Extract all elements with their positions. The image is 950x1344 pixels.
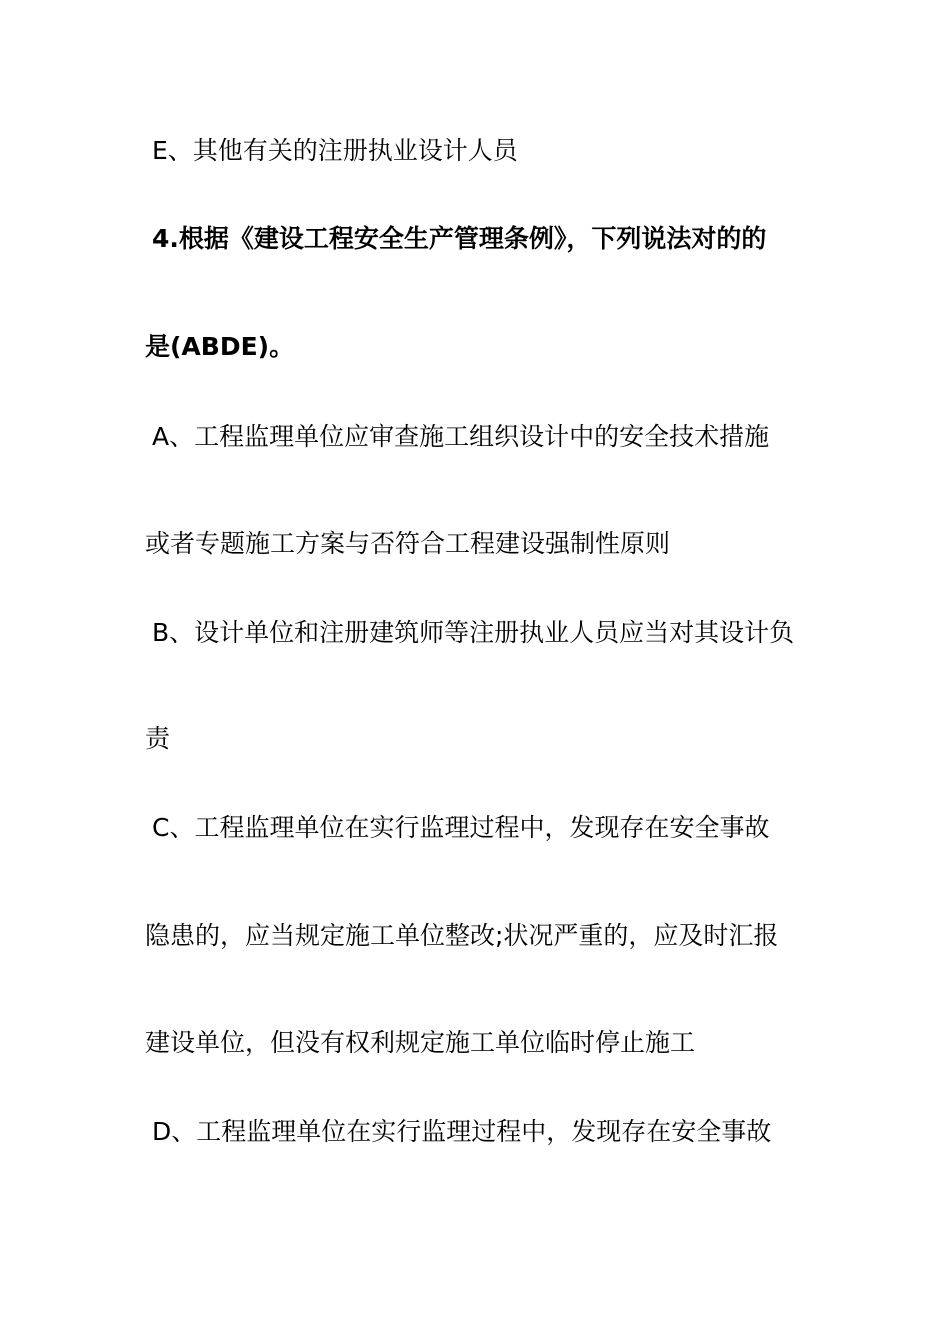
option-e-text: E、其他有关的注册执业设计人员 [152, 136, 518, 165]
question-4-answer: 是(ABDE)。 [145, 332, 295, 361]
option-b-text: B、设计单位和注册建筑师等注册执业人员应当对其设计负 [152, 618, 795, 647]
option-c-continuation-1: 隐患的，应当规定施工单位整改;状况严重的，应及时汇报 [145, 921, 779, 950]
option-c-continuation-2: 建设单位，但没有权利规定施工单位临时停止施工 [145, 1028, 696, 1057]
option-a-continuation: 或者专题施工方案与否符合工程建设强制性原则 [145, 529, 671, 558]
option-a-text: A、工程监理单位应审查施工组织设计中的安全技术措施 [152, 422, 770, 451]
option-b-continuation: 责 [145, 724, 171, 753]
option-c-text: C、工程监理单位在实行监理过程中，发现存在安全事故 [152, 813, 770, 842]
question-4-heading: 4.根据《建设工程安全生产管理条例》，下列说法对的的 [152, 224, 767, 253]
option-d-text: D、工程监理单位在实行监理过程中，发现存在安全事故 [152, 1117, 772, 1146]
